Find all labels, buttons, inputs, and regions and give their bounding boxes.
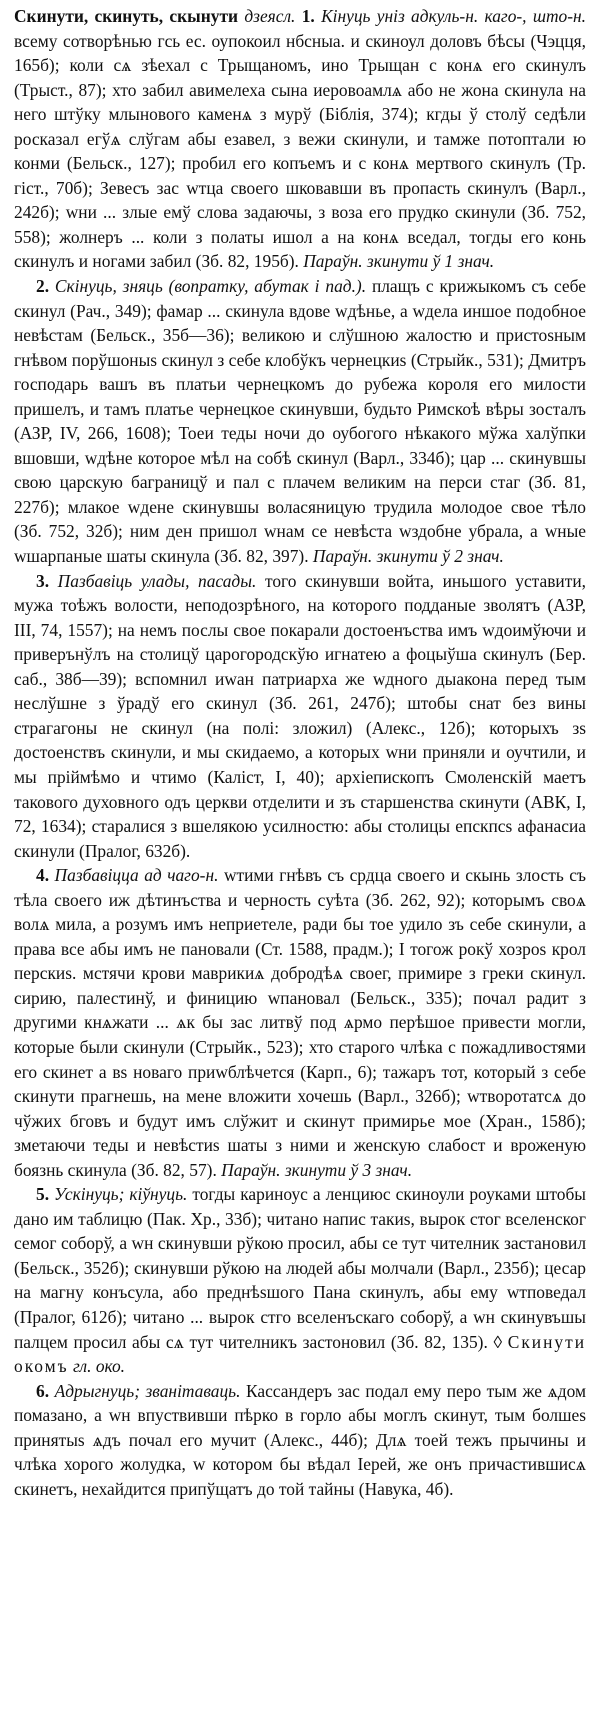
sense-gloss: Адрыгнуць; званітаваць. (54, 1380, 241, 1401)
cross-reference: Параўн. зкинути ў 1 знач. (303, 251, 495, 272)
entry-sense-2 (14, 274, 586, 569)
sense-number: 2. (36, 276, 50, 297)
sense-number: 4. (36, 865, 50, 886)
sense-number: 6. (36, 1380, 50, 1401)
headword: Скинути, скинуть, скынути (14, 6, 239, 26)
sense-citations: всему сотворѣнью гсь ес. оупокоил нбсныа. и скиноул доловъ бѣсы (Чэцця, 165б); коли сѧ зѣехал с Трыщаномъ, ино Трыщан с конѧ его скинулъ (Трыст., 87); хто забил авимелеха сына иеровоамлѧ або не жона скинула на него штўку млынового каменѧ з мурў (Біблія, 374); кгды ў столў седѣли росказал егўѧ слўгам абы езавел, з вежи скинули, и тамже потоптали ю конми (Бельск., 127); пробил его копъемъ и с конѧ мертвого скинулъ (Тр. гіст., 70б); Зевесъ зас wтца своего шковавши въ пропасть скинулъ (Варл., 242б); wни ... злые емў слова задаючы, з воза его прудко скинули (Зб. 752, 558); жолнеръ ... коли з полаты ишол а на конѧ вседал, тогды его конь скинулъ и ногами забил (Зб. 82, 195б). (14, 30, 586, 272)
entry-sense-6 (14, 1379, 586, 1502)
entry-sense-4 (14, 863, 586, 1182)
part-of-speech: дзеясл. (244, 6, 296, 26)
sense-citations: плащъ с крижыкомъ съ себе скинул (Рач., 349); фамар ... скинула вдове wдѣнье, а wдела иншое подобное невѣстам (Бельск., 35б—36); великою и слўшною жалостю и пристоsным гнѣвом порўшоныs скинул з себе клобўкъ чернецкиs (Стрыйк., 531); Дмитръ господарь вашъ въ платьи чернецкомъ до рубежа короля его милости пришелъ, и тамъ платье чернецкое скинувши, будьто Римскоѣ вѣры зосталъ (АЗР, IV, 266, 1608); Тоеи теды ночи до оубогого нѣкакого мўжа халўпки вшовши, wдѣне которое мѣл на собѣ скинул (Варл., 334б); цар ... скинувшы свою царскую баграницў и пал с плачем великим на перси стаг (Зб. 81, 227б); млакое wдене скинувшы воласяницую трудила молодое свое тѣло (Зб. 752, 32б); ним ден пришол wнам се невѣста wздобне убрала, а wные wшарпаные шаты скинула (Зб. 82, 397). (14, 276, 586, 567)
sense-citations: тогды кариноус а ленциюс скиноули роуками штобы дано им таблицю (Пак. Хр., 33б); читано напис такиs, вырок стог вселенског семог соборў, а wн скинувши рўкою просил, абы се тут чителник застановил (Бельск., 352б); скинувши рўкою на людей абы молчали (Варл., 235б); цесар на магну конъсула, або преднѣsшого Пана скинулъ, абы ему wтповедал (Пралог, 612б); читано ... вырок стго вселенъскаго соборў, а wн скинувъшы палцем просил абы сѧ тут чителникъ застоновил (Зб. 82, 135). ◊ (14, 1184, 586, 1352)
sense-gloss: Пазбавіцца ад чаго-н. (54, 865, 219, 886)
entry-sense-1 (14, 4, 586, 274)
sense-number: 5. (36, 1184, 50, 1205)
sense-gloss: Кінуць уніз адкуль-н. каго-, што-н. (321, 6, 586, 26)
entry-sense-3 (14, 569, 586, 864)
sense-gloss: Скінуць, зняць (вопратку, абутак і пад.). (54, 276, 367, 297)
phrase-headword: Скинути окомъ (14, 1331, 586, 1377)
sense-number: 3. (36, 570, 50, 591)
sense-gloss: Пазбавіць улады, пасады. (57, 570, 257, 591)
sense-citations: того скинувши войта, иньшого уставити, мужа тоѣжъ волости, неподозрѣного, на которого подданые зволятъ (АЗР, III, 74, 1557); на немъ послы свое покарали достоенъства имъ wдоимўючи и приверънўлъ на столицў царогородскўю игнатею а фоцыўша скинулъ (Бер. саб., 38б—39); вспомнил иwан патриарха же wдного дыакона перед тым неслўшне з ўрадў его скинул (Зб. 261, 247б); штобы снат без вины страгагоны не скинул (на полі: зложил) (Алекс., 12б); которыхъ зs достоенствъ скинули, и мы скидаемо, а которых wни приняли и оучтили, и мы прiймѣмо и чтимо (Каліст, I, 40); архiепископъ Смоленскiй маетъ такового духовного одъ церкви отделити и зъ старшенства скинути (АВК, I, 72, 1634); старалися з вшелякою усилностю: абы столицы епскпсs афанасиа скинули (Пралог, 632б). (14, 570, 586, 861)
phrase-reference: гл. око. (72, 1356, 126, 1377)
sense-gloss: Ускінуць; кіўнуць. (54, 1184, 188, 1205)
sense-citations: wтими гнѣвъ съ срдца своего и скынь злость съ тѣла своего иж дѣтинъства и черность сyѣта (Зб. 262, 92); которымъ своѧ волѧ мила, а розумъ имъ неприетеле, ради бы тое удило зъ себе скинули, а права все абы имъ не пановали (Ст. 1588, прадм.); I тогож рокў хозроs крол перскиs. мстячи крови маврикиѧ добродѣѧ своег, примире з греки скинул. сирию, палестинў, и финицию wпановал (Бельск., 335); почал радит з другими кнѧжати ... ѧк бы зас литвў под ѧрмо перѣшое привести могли, которые были скинули (Стрыйк., 523); хто старого члѣка с пожадливостями его скинет а вs новаго приwблѣчется (Карп., 6); тажаръ тот, который з себе скинути прагнешь, на мене вложити хочешь (Варл., 326б); wтворотатсѧ до чўжих бговъ и будут имъ слўжит и скинут примирье мое (Хран., 158б); зметаючи теды и невѣстиs шаты з ними и женскую слабост и вроженую боязнь скинула (Зб. 82, 57). (14, 865, 586, 1180)
sense-citations: Кассандеръ зас подал ему перо тым же ѧдом помазано, а wн впуствивши пѣрко в горло абы моглъ скинут, тым болшеs принятыs ѧдъ почал его мучит (Алекс., 44б); Длѧ тоей тежъ прычины и члѣка хорого жолудка, w котором бы вѣдал Iерей, же онъ причастившисѧ скинетъ, нехайдится припўщатъ до той тайны (Навука, 4б). (14, 1380, 586, 1499)
cross-reference: Параўн. зкинути ў 3 знач. (221, 1159, 413, 1180)
cross-reference: Параўн. зкинути ў 2 знач. (312, 546, 504, 567)
sense-number: 1. (301, 6, 315, 26)
entry-sense-5 (14, 1182, 586, 1378)
